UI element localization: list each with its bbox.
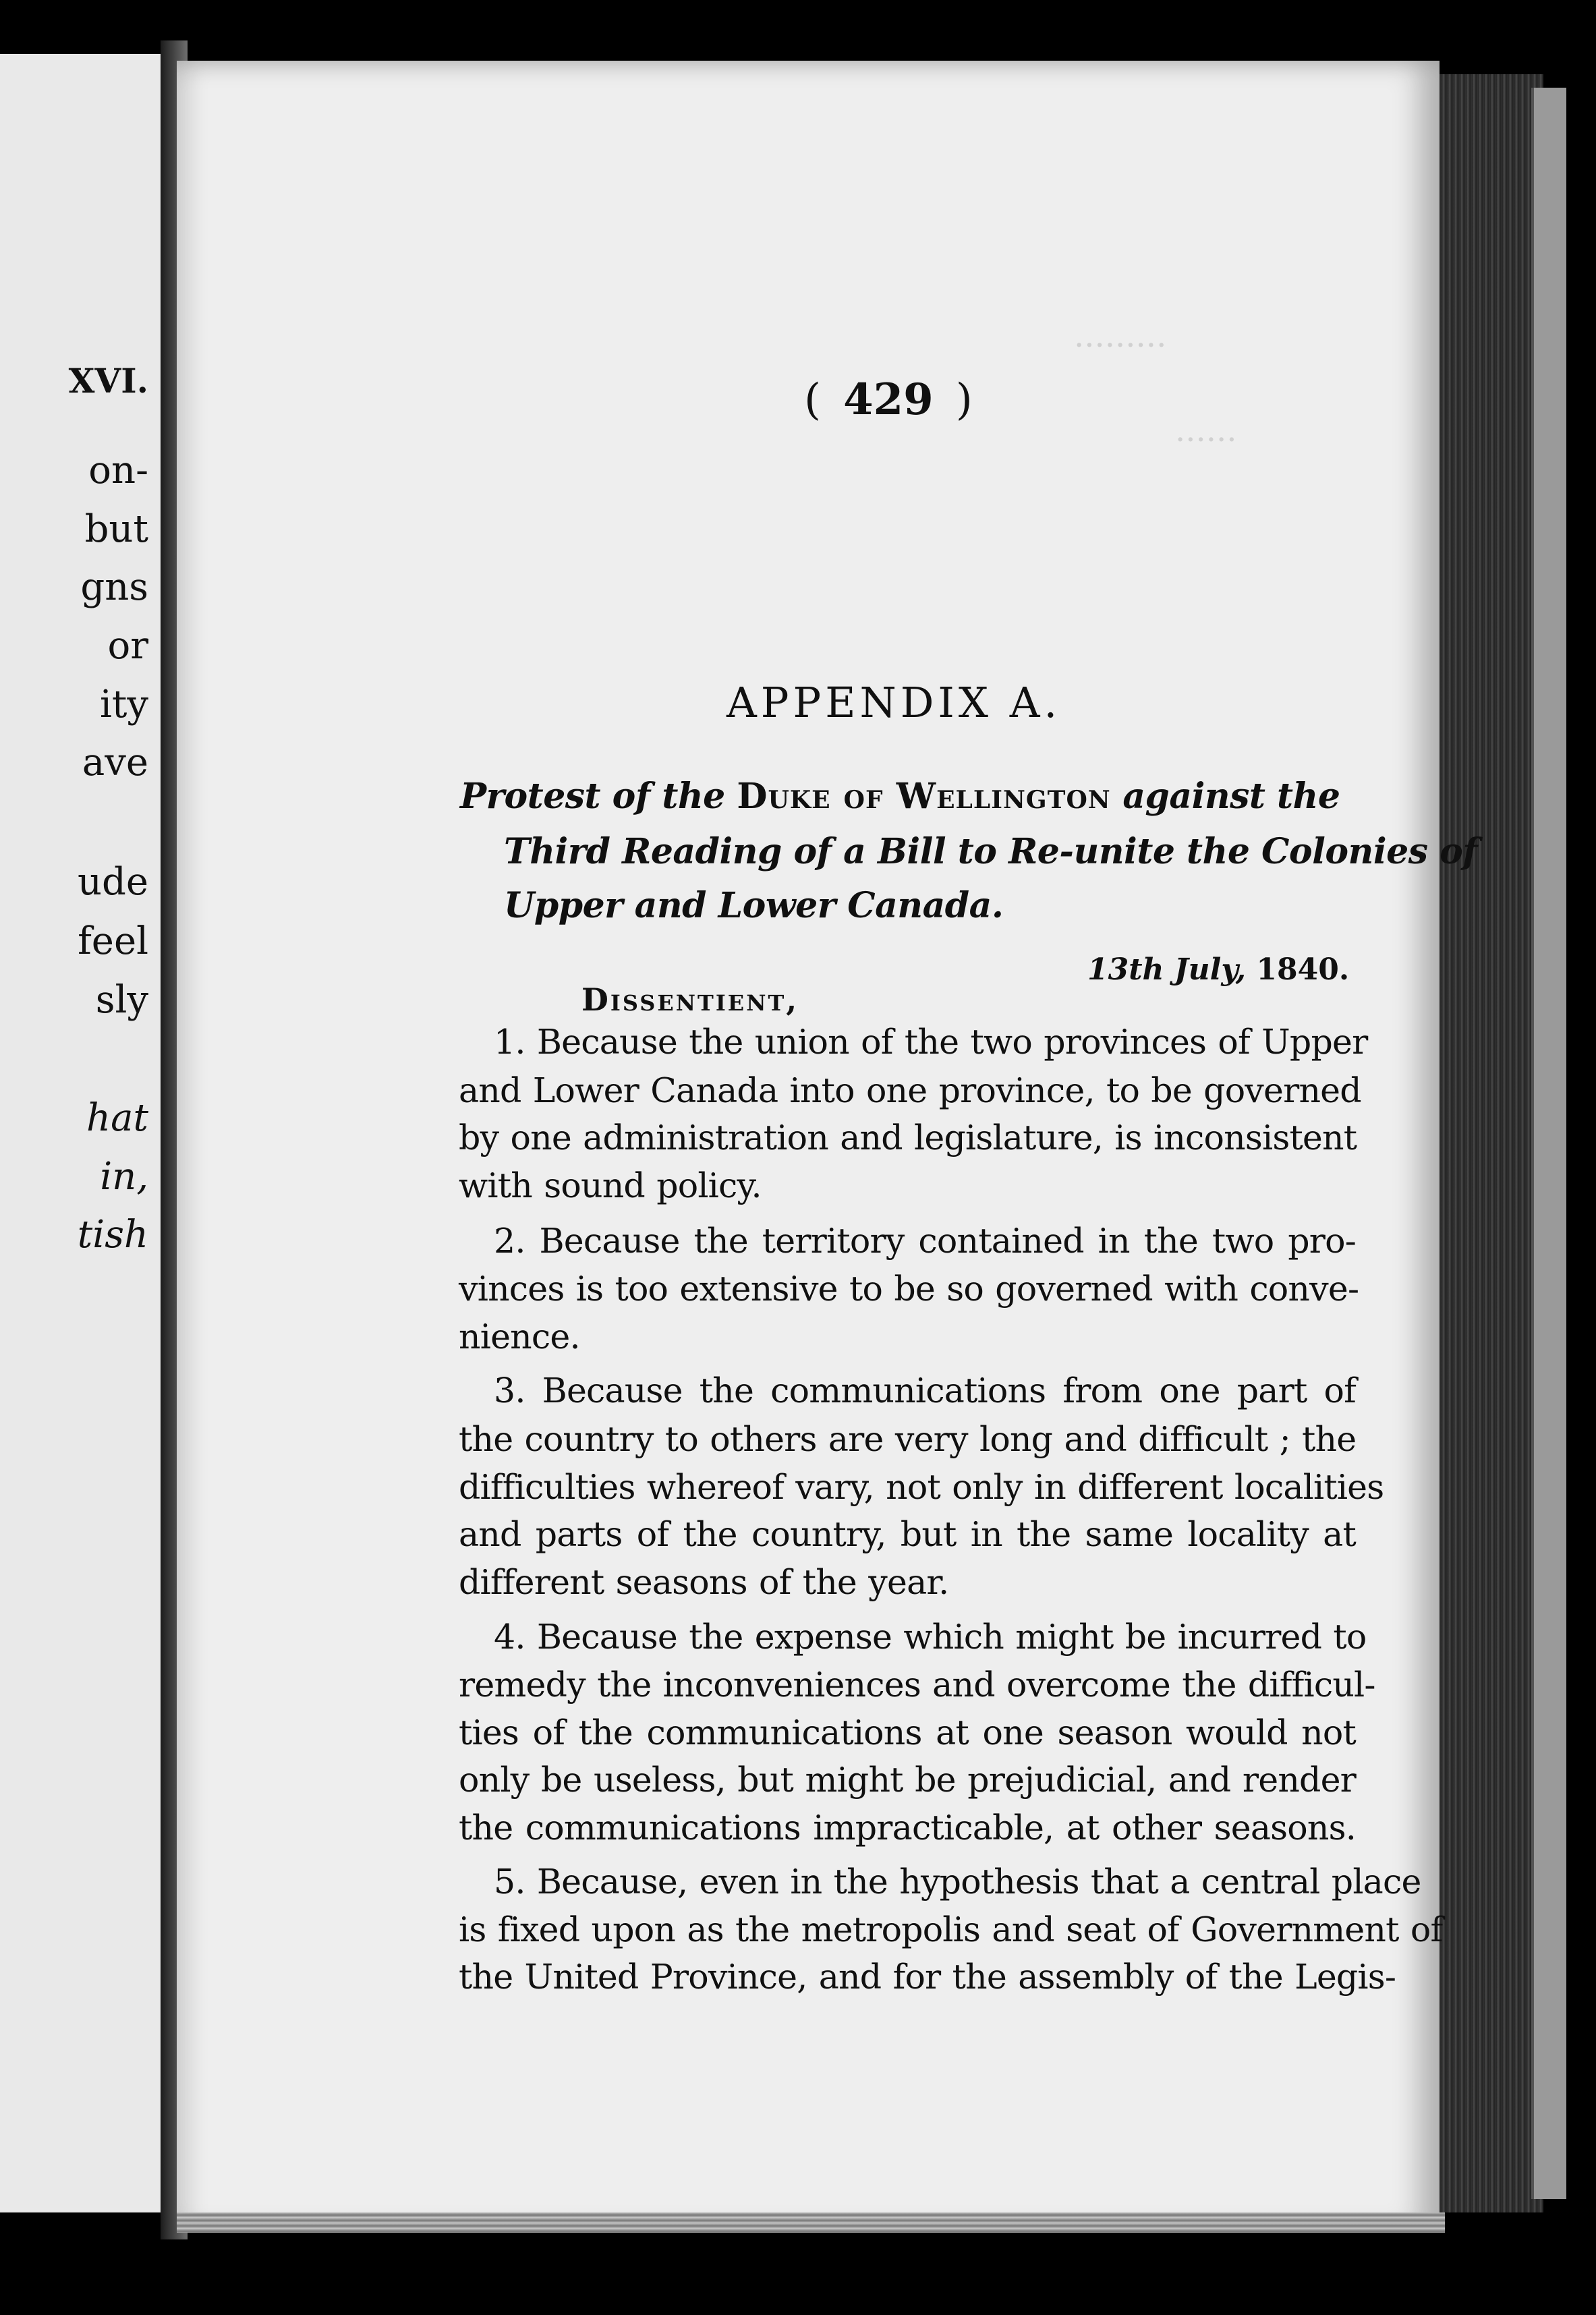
dissentient-heading: Dissentient, [581, 981, 799, 1018]
left-page-text: ave [82, 741, 148, 784]
date-year: 1840. [1256, 952, 1350, 987]
left-page-text: but [84, 507, 148, 551]
date-day: 13th July, [1087, 952, 1247, 987]
appendix-title: APPENDIX A. [726, 678, 1062, 727]
page-number-value: 429 [843, 374, 934, 425]
page-number-open-paren: ( [804, 375, 821, 425]
body-line: 2. Because the territory contained in the two pro- [494, 1221, 1356, 1261]
heading-name-small-caps: Duke of Wellington [737, 776, 1111, 817]
page-number-close-paren: ) [955, 375, 973, 425]
left-page-text: feel [78, 919, 148, 963]
body-line: by one administration and legislature, is inconsistent [459, 1118, 1357, 1158]
heading-line: Upper and Lower Canada. [504, 885, 1004, 926]
body-line: 4. Because the expense which might be incurred to [494, 1617, 1367, 1657]
body-line: remedy the inconveniences and overcome the difficul- [459, 1665, 1375, 1705]
left-page-fragment [0, 54, 165, 2212]
left-page-text: on- [88, 449, 148, 492]
left-page-text: or [107, 624, 148, 668]
left-page-text: hat [86, 1096, 148, 1140]
left-page-text: in, [100, 1155, 148, 1199]
body-line: the United Province, and for the assembly of the Legis- [459, 1957, 1396, 1997]
page-bottom-edge [177, 2212, 1445, 2233]
heading-line: Third Reading of a Bill to Re-unite the Colonies of [504, 831, 1478, 872]
body-line: with sound policy. [459, 1166, 762, 1205]
body-line: ties of the communications at one season would not [459, 1713, 1356, 1752]
body-line: 3. Because the communications from one part of [494, 1371, 1356, 1410]
left-page-text: XVI. [68, 361, 148, 401]
body-line: 5. Because, even in the hypothesis that a central place [494, 1862, 1421, 1902]
body-line: and Lower Canada into one province, to be governed [459, 1070, 1361, 1110]
bleed-through-text: ......... [1074, 317, 1167, 355]
body-line: difficulties whereof vary, not only in different localities [459, 1467, 1384, 1507]
heading-text: against the [1122, 776, 1340, 817]
body-line: is fixed upon as the metropolis and seat of Government of [459, 1910, 1443, 1949]
page-block-edge-light [1531, 88, 1566, 2199]
left-page-text: tish [77, 1213, 148, 1257]
body-line: 1. Because the union of the two provinces of Upper [494, 1022, 1368, 1062]
heading-text: Protest of the [460, 776, 725, 817]
left-page-text: ude [77, 860, 148, 904]
body-line: different seasons of the year. [459, 1562, 949, 1602]
left-page-text: sly [95, 978, 148, 1022]
body-line: vinces is too extensive to be so governed with conve- [459, 1269, 1359, 1309]
date-line [1087, 952, 1349, 987]
body-line: nience. [459, 1317, 580, 1356]
body-line: and parts of the country, but in the same locality at [459, 1514, 1356, 1554]
left-page-text: gns [80, 565, 148, 609]
main-page [177, 61, 1478, 2233]
bleed-through-text: ...... [1175, 411, 1237, 449]
body-line: only be useless, but might be prejudicial, and render [459, 1760, 1356, 1800]
body-line: the communications impracticable, at other seasons. [459, 1808, 1356, 1848]
heading-line [460, 776, 1340, 817]
left-page-text: ity [99, 683, 148, 726]
page-block-edge [1435, 74, 1543, 2212]
page-number [804, 374, 973, 425]
body-line: the country to others are very long and difficult ; the [459, 1419, 1357, 1459]
